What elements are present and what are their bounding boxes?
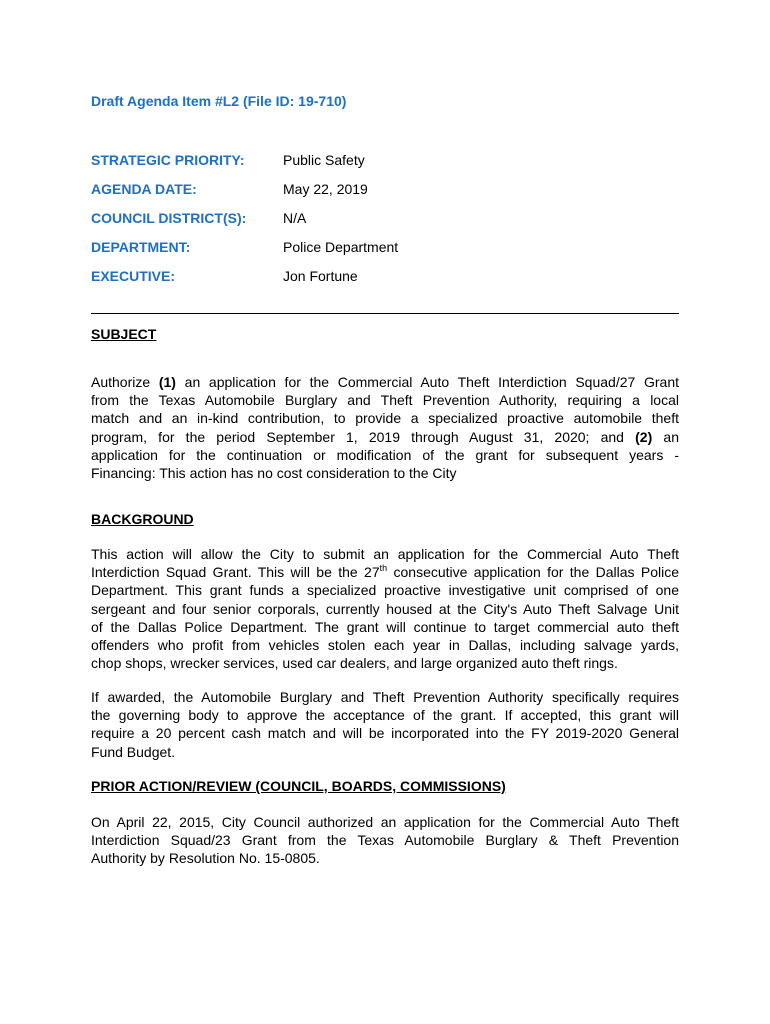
meta-label: COUNCIL DISTRICT(S): [91, 210, 247, 226]
prior-action-heading: PRIOR ACTION/REVIEW (COUNCIL, BOARDS, COMMISSIONS) [91, 778, 506, 794]
paragraph-line: This action will allow the City to submit an application for the Commercial Auto Theft [91, 546, 679, 562]
background-paragraph-2 [91, 688, 679, 761]
subject-heading: SUBJECT [91, 326, 157, 342]
paragraph-line: offenders who profit from vehicles stolen each year in Dallas, including salvage yards, [91, 636, 679, 653]
paragraph-line: from the Texas Automobile Burglary and Theft Prevention Authority, requiring a local [91, 392, 679, 409]
paragraph-line: Authorize (1) an application for the Commercial Auto Theft Interdiction Squad/27 Grant [91, 374, 679, 390]
paragraph-line: Department. This grant funds a specialized proactive investigative unit comprised of one [91, 582, 679, 599]
paragraph-line: If awarded, the Automobile Burglary and Theft Prevention Authority specifically requires [91, 689, 679, 705]
meta-label: DEPARTMENT: [91, 239, 191, 255]
paragraph-line: sergeant and four senior corporals, currently housed at the City's Auto Theft Salvage Unit [91, 600, 679, 617]
meta-label: EXECUTIVE: [91, 268, 176, 284]
paragraph-line: the governing body to approve the acceptance of the grant. If accepted, this grant will [91, 707, 679, 724]
meta-label: STRATEGIC PRIORITY: [91, 152, 245, 168]
paragraph-line: program, for the period September 1, 2019 through August 31, 2020; and (2) an [91, 428, 679, 445]
prior-action-paragraph [91, 813, 679, 868]
paragraph-line: of the Dallas Police Department. The grant will continue to target commercial auto theft [91, 618, 679, 635]
meta-label: AGENDA DATE: [91, 181, 197, 197]
paragraph-line: Interdiction Squad/23 Grant from the Texas Automobile Burglary & Theft Prevention [91, 832, 679, 849]
paragraph-line: require a 20 percent cash match and will be incorporated into the FY 2019-2020 General [91, 725, 679, 742]
paragraph-line: Fund Budget. [91, 743, 176, 760]
subject-paragraph [91, 373, 679, 482]
paragraph-line: match and an in-kind contribution, to provide a specialized proactive automobile theft [91, 410, 679, 427]
meta-value: Police Department [283, 239, 399, 255]
meta-value: Jon Fortune [283, 268, 358, 284]
meta-value: N/A [283, 210, 307, 226]
meta-value: May 22, 2019 [283, 181, 368, 197]
paragraph-line: application for the continuation or modification of the grant for subsequent years - [91, 446, 679, 463]
background-heading: BACKGROUND [91, 511, 194, 527]
paragraph-line: Interdiction Squad Grant. This will be the 27th consecutive application for the Dallas Police [91, 563, 679, 581]
paragraph-line: On April 22, 2015, City Council authorized an application for the Commercial Auto Theft [91, 814, 679, 830]
paragraph-line: Authority by Resolution No. 15-0805. [91, 850, 320, 867]
meta-value: Public Safety [283, 152, 365, 168]
document-title: Draft Agenda Item #L2 (File ID: 19-710) [91, 93, 347, 109]
background-paragraph-1 [91, 545, 679, 672]
paragraph-line: chop shops, wrecker services, used car dealers, and large organized auto theft rings. [91, 655, 618, 672]
header-divider [91, 313, 679, 314]
paragraph-line: Financing: This action has no cost consideration to the City [91, 464, 457, 481]
